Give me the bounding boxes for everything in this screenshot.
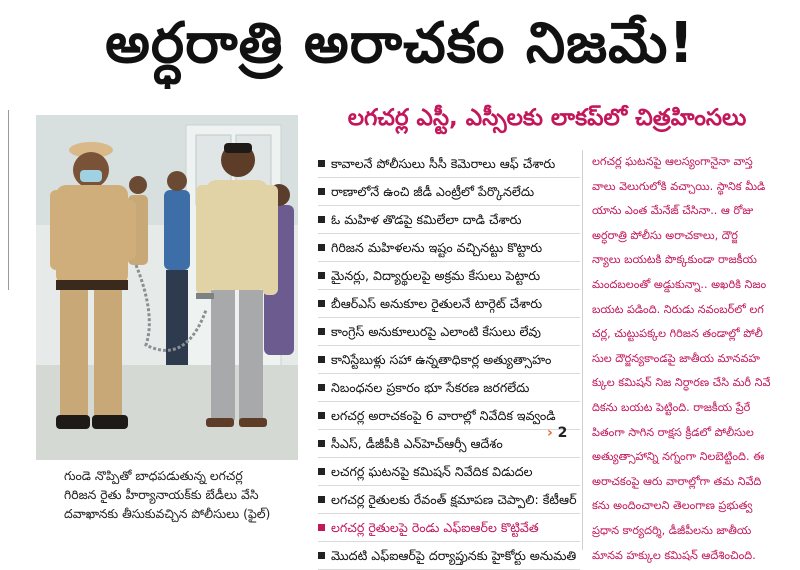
article-line: మందబలంతో అడ్డుకున్నా.. అఖరికి నిజం [592,277,767,291]
highlight-item [318,346,580,374]
article-body [592,150,792,568]
highlight-text: లగచర్ల రైతులపై రెండు ఎఫ్ఐఆర్‌ల కొట్టివేత [331,520,539,535]
article-line: వాలు వెలుగులోకి వచ్చాయి. స్థానిక మీడి [592,179,766,193]
bullet-square-icon [318,496,325,503]
page-reference [547,425,567,441]
highlight-item [318,402,580,430]
highlight-item [318,430,580,458]
article-line: చర్ల, చుట్టుపక్కల గిరిజన తండాల్లో పోలీ [592,327,763,341]
highlight-text: గిరిజన మహిళలను ఇష్టం వచ్చినట్టు కొట్టారు [331,240,543,255]
article-line: అరాచకంపై ఆరు వారాల్లోగా తమ నివేది [592,474,762,488]
highlight-text: నిబంధనల ప్రకారం భూ సేకరణ జరగలేదు [331,380,530,395]
subheadline-text: లగచర్ల ఎస్టీ, ఎస్సీలకు లాకప్‌లో చిత్రహింసలు [347,105,747,131]
bullet-square-icon [318,412,325,419]
column-divider-left [8,110,9,290]
bullet-square-icon [318,272,325,279]
article-line: బయట పడింది. నిరుడు నవంబర్‌లో లగ [592,302,764,316]
highlight-text: లగచర్ల అరాచకంపై 6 వారాల్లో నివేదిక ఇవ్వండి [331,408,556,423]
caption-line: గుండె నొప్పితో బాధపడుతున్న లగచర్ల [64,468,243,483]
bullet-square-icon [318,328,325,335]
caption-line: దవాఖానకు తీసుకువచ్చిన పోలీసులు (ఫైల్) [64,506,271,521]
headline [0,0,800,100]
highlight-item [318,290,580,318]
highlight-item [318,178,580,206]
article-line: పితంగా సాగిన రాక్షస క్రీడలో పోలీసుల [592,425,754,439]
article-line: సుల దౌర్జన్యకాండపై జాతీయ మానవహ [592,351,760,365]
bullet-square-icon [318,356,325,363]
highlight-text: సీఎస్, డీజీపీకి ఎన్‌హెచ్‌ఆర్సీ ఆదేశం [331,436,503,451]
bullet-square-icon [318,384,325,391]
bullet-square-icon [318,244,325,251]
highlight-text: కాంగ్రెస్ అనుకూలురపై ఎలాంటి కేసులు లేవు [331,324,541,339]
subheadline [312,103,782,139]
chevron-right-icon: › [547,425,553,441]
article-line: లగచర్ల ఘటనపై ఆలస్యంగానైనా వాస్త [592,155,753,168]
bullet-square-icon [318,440,325,447]
highlight-text: లగచర్ల రైతులకు రేవంత్ క్షమాపణ చెప్పాలి: కేటీఆర్ [331,492,577,507]
highlight-text: లచగర్ల ఘటనపై కమిషన్ నివేదిక విడుదల [331,464,533,479]
bullet-square-icon [318,524,325,531]
highlight-item [318,486,580,514]
article-line: అర్ధరాత్రి పోలీసు అరాచకాలు, దౌర్జ [592,228,738,242]
highlight-item [318,150,580,178]
article-line: కను అందించాలని తెలంగాణ ప్రభుత్వ [592,499,753,513]
highlight-item [318,206,580,234]
article-line: దికను బయట పెట్టింది. రాజకీయ ప్రేరే [592,400,751,414]
police-escort-photo-illustration [36,115,298,460]
article-line: న్యాలు బయటకి పొక్కకుండా రాజకీయ [592,253,757,267]
highlight-text: మైనర్లు, విద్యార్థులపై అక్రమ కేసులు పెట్టారు [331,268,541,283]
headline-text: అర్ధరాత్రి అరాచకం నిజమే! [105,10,695,76]
highlight-text: మొదటి ఎఫ్ఐఆర్‌పై దర్యాప్తునకు హైకోర్టు అనుమతి [331,548,577,563]
column-divider [582,150,583,550]
bullet-square-icon [318,188,325,195]
article-line: అత్యుత్సాహాన్ని నగ్నంగా నిలబెట్టింది. ఈ [592,450,765,464]
bullet-square-icon [318,468,325,475]
bullet-square-icon [318,216,325,223]
article-line: యాను ఎంత మేనేజ్ చేసినా.. ఆ రోజు [592,204,754,218]
bullet-square-icon [318,160,325,167]
article-line: ప్రధాన కార్యదర్శి, డీజీపీలను జాతీయ [592,523,752,537]
highlight-item [318,458,580,486]
article-line: మానవ హక్కుల కమిషన్ ఆదేశించింది. [592,548,756,562]
highlight-item [318,318,580,346]
highlight-item [318,374,580,402]
highlight-text: కానిస్టేబుళ్లు సహా ఉన్నతాధికార్ల అత్యుత్సాహం [331,352,552,367]
caption-line: గిరిజన రైతు హీర్యానాయక్‌కు బేడీలు వేసి [64,487,259,502]
page-reference-number: 2 [557,425,568,441]
highlight-text: బీఆర్‌ఎస్ అనుకూల రైతులనే టార్గెట్ చేశారు [331,296,543,311]
highlight-text: రాణాలోనే ఉంచి జీడీ ఎంట్రీలో పేర్కొనలేదు [331,184,535,199]
highlight-item [318,234,580,262]
photo-caption [64,466,304,523]
highlight-item [318,262,580,290]
article-line: క్కుల కమిషన్ నిజ నిర్ధారణ చేసి మరీ నివే [592,376,771,390]
highlights-list [318,150,580,570]
highlight-item [318,542,580,570]
bullet-square-icon [318,300,325,307]
news-photo [36,115,298,460]
highlight-item-featured [318,514,580,542]
highlight-text: కావాలనే పోలీసులు సీసీ కెమెరాలు ఆఫ్ చేశారు [331,156,556,171]
highlight-text: ఓ మహిళ తొడపై కమిలేలా దాడి చేశారు [331,212,522,227]
